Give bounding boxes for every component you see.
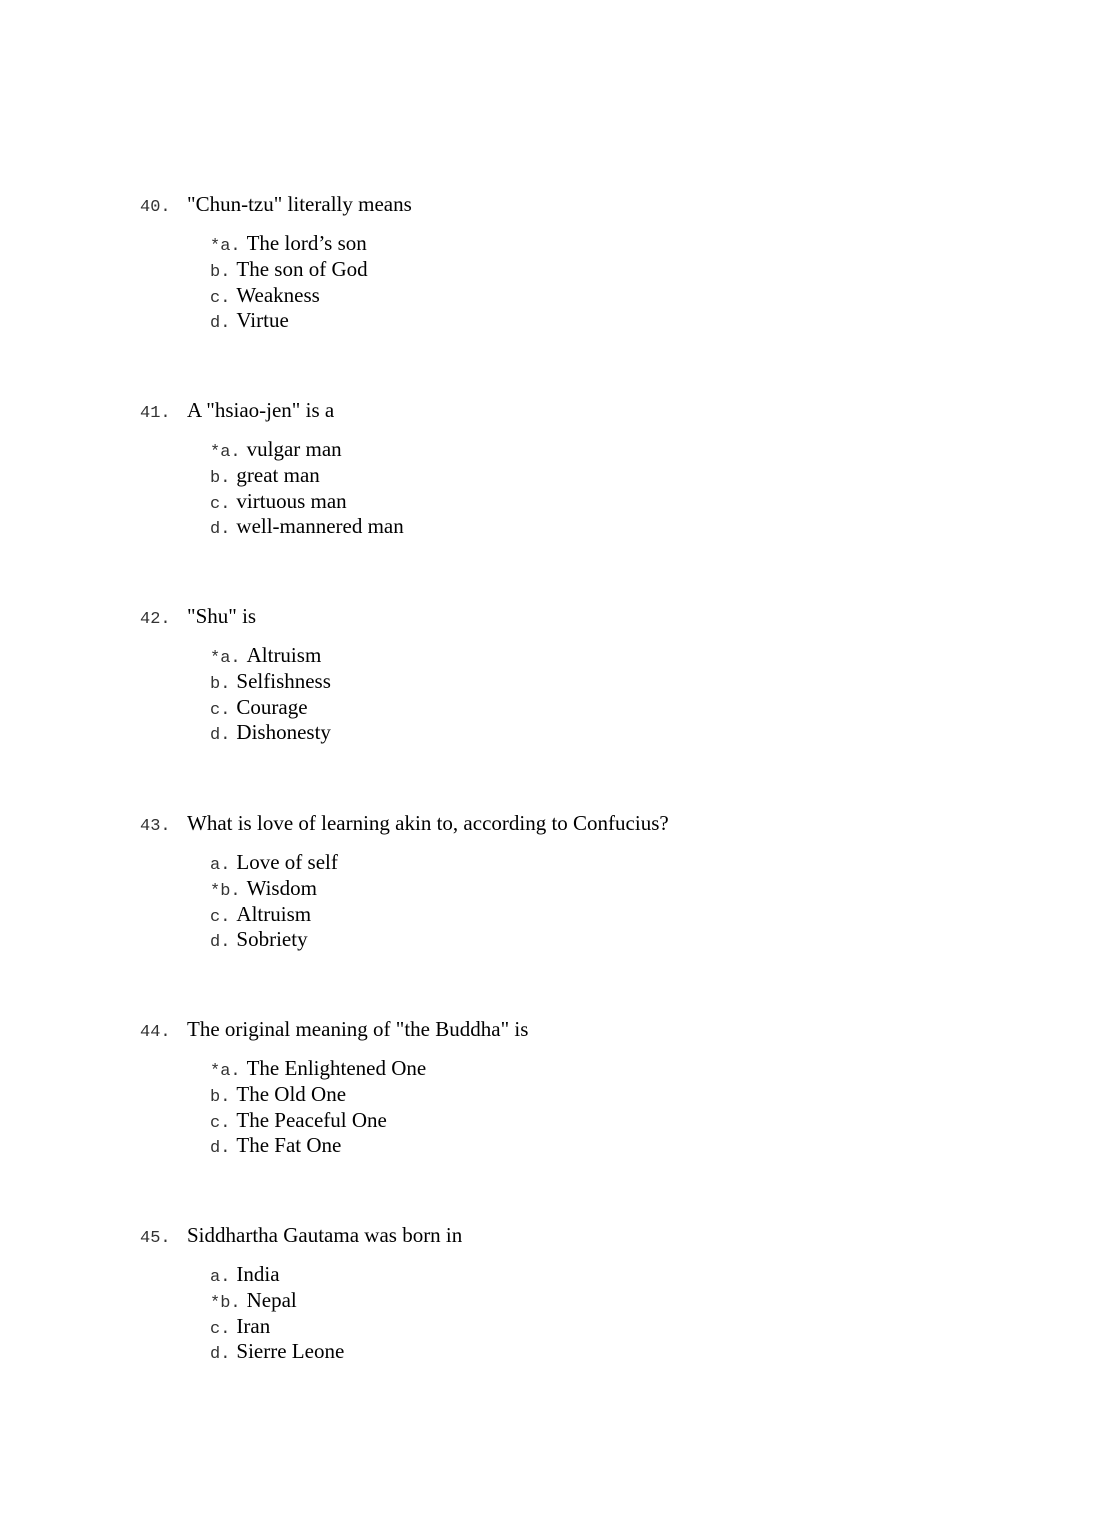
option-letter: *a. xyxy=(210,649,241,668)
question-number: 40. xyxy=(140,198,171,217)
option-letter: *a. xyxy=(210,237,241,256)
question-stem xyxy=(140,603,256,629)
option-text: The Enlightened One xyxy=(246,1056,427,1080)
option-text: The lord’s son xyxy=(246,231,367,255)
question-number: 44. xyxy=(140,1023,171,1042)
option-text: Nepal xyxy=(246,1287,297,1312)
option-letter: d. xyxy=(210,314,231,334)
option-text: well-mannered man xyxy=(236,514,404,539)
answer-option xyxy=(210,927,338,953)
answer-option xyxy=(210,463,404,489)
answer-option xyxy=(210,283,368,309)
option-letter: d. xyxy=(210,1345,231,1365)
question-text: "Chun-tzu" literally means xyxy=(187,192,412,216)
question-text: What is love of learning akin to, according to Confucius? xyxy=(187,811,669,835)
answer-option xyxy=(210,489,404,515)
answer-option xyxy=(210,514,404,540)
option-text: Iran xyxy=(236,1313,271,1338)
answer-option xyxy=(210,669,331,695)
option-letter: c. xyxy=(210,907,231,927)
answer-option xyxy=(210,437,404,463)
answer-option xyxy=(210,902,338,928)
option-letter: a. xyxy=(210,1268,231,1287)
option-text: Altruism xyxy=(236,901,312,926)
option-letter: a. xyxy=(210,856,231,875)
option-letter: b. xyxy=(210,262,231,282)
option-text: Weakness xyxy=(236,282,320,307)
option-text: Selfishness xyxy=(236,668,331,693)
option-letter: *a. xyxy=(210,1062,241,1081)
answer-option xyxy=(210,308,368,334)
option-text: Dishonesty xyxy=(236,720,331,745)
option-letter: d. xyxy=(210,1139,231,1159)
option-text: Courage xyxy=(236,694,308,719)
answer-options xyxy=(210,1056,426,1159)
answer-options xyxy=(210,1262,344,1365)
answer-option xyxy=(210,643,331,669)
answer-option xyxy=(210,1082,426,1108)
option-text: Sierre Leone xyxy=(236,1339,345,1364)
question-stem xyxy=(140,810,669,836)
option-letter: c. xyxy=(210,1113,231,1133)
option-letter: b. xyxy=(210,674,231,694)
option-letter: b. xyxy=(210,1087,231,1107)
option-letter: c. xyxy=(210,1319,231,1339)
option-text: great man xyxy=(236,462,320,487)
option-text: Wisdom xyxy=(246,875,317,900)
answer-option xyxy=(210,1108,426,1134)
option-letter: *b. xyxy=(210,1293,241,1313)
question-number: 43. xyxy=(140,817,171,836)
question-number: 45. xyxy=(140,1229,171,1248)
option-letter: *b. xyxy=(210,881,241,901)
option-letter: d. xyxy=(210,933,231,953)
answer-option xyxy=(210,720,331,746)
option-letter: d. xyxy=(210,726,231,746)
answer-option xyxy=(210,1262,344,1288)
answer-option xyxy=(210,1056,426,1082)
question-text: A "hsiao-jen" is a xyxy=(187,398,335,422)
question-number: 42. xyxy=(140,610,171,629)
answer-option xyxy=(210,695,331,721)
question-text: The original meaning of "the Buddha" is xyxy=(187,1017,529,1041)
option-text: The Fat One xyxy=(236,1133,342,1158)
option-letter: b. xyxy=(210,468,231,488)
answer-option xyxy=(210,850,338,876)
question-stem xyxy=(140,1222,462,1248)
option-letter: c. xyxy=(210,700,231,720)
option-text: The Peaceful One xyxy=(236,1107,387,1132)
question-text: Siddhartha Gautama was born in xyxy=(187,1223,463,1247)
option-text: India xyxy=(236,1262,280,1286)
question-stem xyxy=(140,397,334,423)
answer-option xyxy=(210,876,338,902)
answer-option xyxy=(210,1339,344,1365)
answer-option xyxy=(210,1288,344,1314)
option-letter: c. xyxy=(210,494,231,514)
option-letter: d. xyxy=(210,520,231,540)
answer-options xyxy=(210,437,404,540)
option-letter: c. xyxy=(210,288,231,308)
option-text: Virtue xyxy=(236,308,289,333)
option-text: Altruism xyxy=(246,643,322,667)
option-text: Love of self xyxy=(236,850,338,874)
question-number: 41. xyxy=(140,404,171,423)
option-text: The son of God xyxy=(236,256,368,281)
answer-option xyxy=(210,1314,344,1340)
option-text: The Old One xyxy=(236,1081,347,1106)
option-letter: *a. xyxy=(210,443,241,462)
answer-options xyxy=(210,643,331,746)
question-text: "Shu" is xyxy=(187,604,257,628)
option-text: vulgar man xyxy=(246,437,342,461)
answer-options xyxy=(210,231,368,334)
answer-option xyxy=(210,1133,426,1159)
answer-options xyxy=(210,850,338,953)
answer-option xyxy=(210,257,368,283)
answer-option xyxy=(210,231,368,257)
option-text: virtuous man xyxy=(236,488,347,513)
question-stem xyxy=(140,191,412,217)
question-stem xyxy=(140,1016,528,1042)
option-text: Sobriety xyxy=(236,927,308,952)
